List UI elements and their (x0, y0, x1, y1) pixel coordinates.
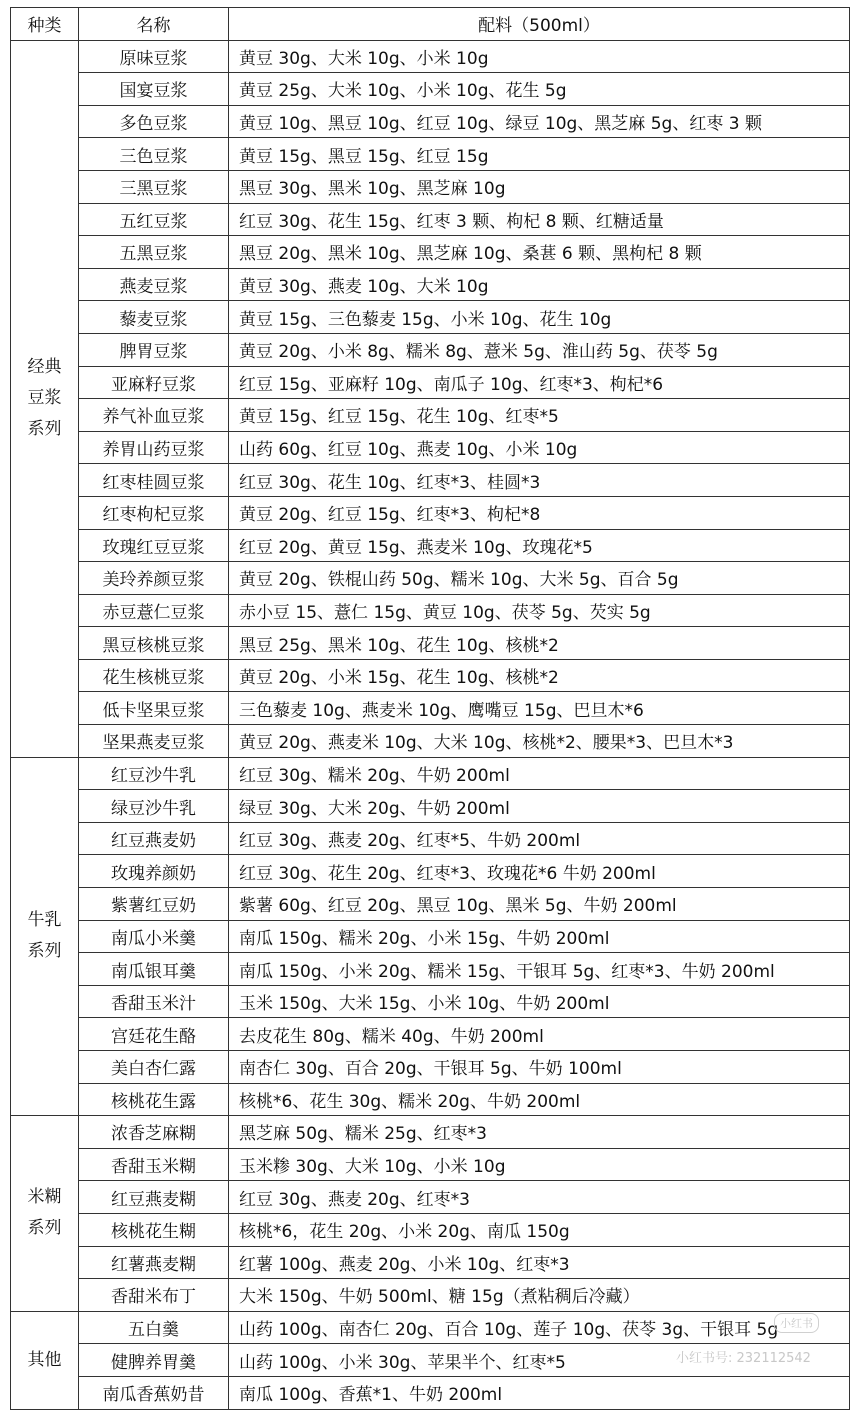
recipe-ingredients: 红豆 30g、燕麦 20g、红枣*5、牛奶 200ml (229, 822, 850, 855)
table-row (11, 431, 850, 464)
table-row (11, 529, 850, 562)
recipe-ingredients: 红豆 30g、燕麦 20g、红枣*3 (229, 1181, 850, 1214)
table-row (11, 1246, 850, 1279)
table-row (11, 464, 850, 497)
recipe-name: 香甜玉米汁 (79, 985, 229, 1018)
recipe-ingredients: 黄豆 15g、红豆 15g、花生 10g、红枣*5 (229, 399, 850, 432)
recipe-ingredients: 黑芝麻 50g、糯米 25g、红枣*3 (229, 1116, 850, 1149)
recipe-ingredients: 黄豆 25g、大米 10g、小米 10g、花生 5g (229, 73, 850, 106)
recipe-name: 南瓜香蕉奶昔 (79, 1376, 229, 1409)
recipe-name: 黑豆核桃豆浆 (79, 627, 229, 660)
recipe-name: 浓香芝麻糊 (79, 1116, 229, 1149)
table-row (11, 1213, 850, 1246)
table-row (11, 333, 850, 366)
recipe-name: 玫瑰红豆豆浆 (79, 529, 229, 562)
table-row (11, 105, 850, 138)
table-row (11, 268, 850, 301)
table-row (11, 203, 850, 236)
recipe-name: 红薯燕麦糊 (79, 1246, 229, 1279)
recipe-ingredients: 山药 60g、红豆 10g、燕麦 10g、小米 10g (229, 431, 850, 464)
table-row (11, 985, 850, 1018)
table-row (11, 855, 850, 888)
recipe-name: 宫廷花生酪 (79, 1018, 229, 1051)
category-cell (11, 1311, 79, 1409)
recipe-ingredients: 核桃*6、花生 30g、糯米 20g、牛奶 200ml (229, 1083, 850, 1116)
recipe-ingredients: 去皮花生 80g、糯米 40g、牛奶 200ml (229, 1018, 850, 1051)
recipe-name: 玫瑰养颜奶 (79, 855, 229, 888)
recipe-name: 绿豆沙牛乳 (79, 790, 229, 823)
recipe-name: 健脾养胃羹 (79, 1344, 229, 1377)
table-row (11, 73, 850, 106)
recipe-ingredients: 红豆 30g、花生 15g、红枣 3 颗、枸杞 8 颗、红糖适量 (229, 203, 850, 236)
recipe-name: 核桃花生糊 (79, 1213, 229, 1246)
table-row (11, 562, 850, 595)
recipe-ingredients: 黄豆 30g、燕麦 10g、大米 10g (229, 268, 850, 301)
recipe-name: 红豆燕麦奶 (79, 822, 229, 855)
recipe-name: 原味豆浆 (79, 40, 229, 73)
recipe-name: 红豆燕麦糊 (79, 1181, 229, 1214)
header-name: 名称 (79, 8, 229, 41)
recipe-ingredients: 黄豆 20g、红豆 15g、红枣*3、枸杞*8 (229, 496, 850, 529)
recipe-name: 坚果燕麦豆浆 (79, 725, 229, 758)
recipe-name: 红豆沙牛乳 (79, 757, 229, 790)
recipe-name: 红枣枸杞豆浆 (79, 496, 229, 529)
recipe-ingredients: 绿豆 30g、大米 20g、牛奶 200ml (229, 790, 850, 823)
recipe-ingredients: 南杏仁 30g、百合 20g、干银耳 5g、牛奶 100ml (229, 1051, 850, 1084)
recipe-name: 燕麦豆浆 (79, 268, 229, 301)
category-label-line: 牛乳 (27, 910, 62, 931)
recipe-name: 五红豆浆 (79, 203, 229, 236)
recipe-name: 藜麦豆浆 (79, 301, 229, 334)
table-row (11, 1279, 850, 1312)
category-label-line: 系列 (27, 941, 62, 962)
recipe-ingredients: 南瓜 150g、小米 20g、糯米 15g、干银耳 5g、红枣*3、牛奶 200ml (229, 953, 850, 986)
recipe-name: 低卡坚果豆浆 (79, 692, 229, 725)
table-row (11, 1116, 850, 1149)
recipe-ingredients: 黑豆 25g、黑米 10g、花生 10g、核桃*2 (229, 627, 850, 660)
category-label-line: 系列 (27, 419, 62, 440)
category-label-line: 豆浆 (27, 388, 62, 409)
table-row (11, 725, 850, 758)
category-label-line: 系列 (27, 1218, 62, 1239)
table-row (11, 888, 850, 921)
recipe-name: 香甜玉米糊 (79, 1148, 229, 1181)
recipe-name: 五黑豆浆 (79, 236, 229, 269)
recipe-name: 国宴豆浆 (79, 73, 229, 106)
recipe-name: 美白杏仁露 (79, 1051, 229, 1084)
table-row (11, 594, 850, 627)
table-row (11, 1311, 850, 1344)
table-row (11, 659, 850, 692)
table-row (11, 301, 850, 334)
recipe-name: 核桃花生露 (79, 1083, 229, 1116)
recipe-ingredients: 黄豆 15g、三色藜麦 15g、小米 10g、花生 10g (229, 301, 850, 334)
recipe-name: 红枣桂圆豆浆 (79, 464, 229, 497)
recipe-ingredients: 玉米 150g、大米 15g、小米 10g、牛奶 200ml (229, 985, 850, 1018)
table-row (11, 138, 850, 171)
recipe-ingredients: 南瓜 150g、糯米 20g、小米 15g、牛奶 200ml (229, 920, 850, 953)
table-row (11, 1148, 850, 1181)
header-ingredients: 配料（500ml） (229, 8, 850, 41)
recipe-ingredients: 大米 150g、牛奶 500ml、糖 15g（煮粘稠后冷藏） (229, 1279, 850, 1312)
recipe-name: 南瓜小米羹 (79, 920, 229, 953)
table-row (11, 496, 850, 529)
watermark-id: 小红书号: 232112542 (676, 1351, 811, 1366)
recipe-ingredients: 黄豆 20g、燕麦米 10g、大米 10g、核桃*2、腰果*3、巴旦木*3 (229, 725, 850, 758)
table-row (11, 953, 850, 986)
recipe-name: 南瓜银耳羹 (79, 953, 229, 986)
table-row (11, 790, 850, 823)
table-row (11, 1181, 850, 1214)
recipe-ingredients: 黄豆 20g、小米 8g、糯米 8g、薏米 5g、淮山药 5g、茯苓 5g (229, 333, 850, 366)
category-cell (11, 1116, 79, 1312)
table-row (11, 1051, 850, 1084)
recipe-name: 多色豆浆 (79, 105, 229, 138)
recipe-ingredients: 红豆 15g、亚麻籽 10g、南瓜子 10g、红枣*3、枸杞*6 (229, 366, 850, 399)
category-cell (11, 40, 79, 757)
recipe-name: 紫薯红豆奶 (79, 888, 229, 921)
recipe-ingredients: 黄豆 20g、小米 15g、花生 10g、核桃*2 (229, 659, 850, 692)
recipe-ingredients: 红豆 30g、花生 10g、红枣*3、桂圆*3 (229, 464, 850, 497)
table-row (11, 1018, 850, 1051)
table-row (11, 40, 850, 73)
recipe-name: 养气补血豆浆 (79, 399, 229, 432)
recipe-name: 养胃山药豆浆 (79, 431, 229, 464)
recipe-name: 花生核桃豆浆 (79, 659, 229, 692)
recipe-name: 美玲养颜豆浆 (79, 562, 229, 595)
table-row (11, 627, 850, 660)
recipe-ingredients: 红豆 20g、黄豆 15g、燕麦米 10g、玫瑰花*5 (229, 529, 850, 562)
recipe-ingredients: 红薯 100g、燕麦 20g、小米 10g、红枣*3 (229, 1246, 850, 1279)
table-row (11, 1376, 850, 1409)
recipe-name: 香甜米布丁 (79, 1279, 229, 1312)
recipe-ingredients: 黄豆 20g、铁棍山药 50g、糯米 10g、大米 5g、百合 5g (229, 562, 850, 595)
recipe-ingredients: 红豆 30g、糯米 20g、牛奶 200ml (229, 757, 850, 790)
category-label-line: 经典 (27, 357, 62, 378)
recipe-table (10, 7, 850, 1410)
category-label-line: 米糊 (27, 1187, 62, 1208)
header-row (11, 8, 850, 41)
table-row (11, 399, 850, 432)
table-row (11, 920, 850, 953)
recipe-name: 五白羹 (79, 1311, 229, 1344)
header-category: 种类 (11, 8, 79, 41)
table-row (11, 170, 850, 203)
recipe-ingredients: 黄豆 15g、黑豆 15g、红豆 15g (229, 138, 850, 171)
recipe-ingredients: 核桃*6，花生 20g、小米 20g、南瓜 150g (229, 1213, 850, 1246)
recipe-ingredients: 黄豆 10g、黑豆 10g、红豆 10g、绿豆 10g、黑芝麻 5g、红枣 3 颗 (229, 105, 850, 138)
recipe-ingredients: 黄豆 30g、大米 10g、小米 10g (229, 40, 850, 73)
category-label-line: 其他 (27, 1349, 62, 1370)
category-cell (11, 757, 79, 1116)
recipe-name: 三黑豆浆 (79, 170, 229, 203)
recipe-ingredients: 黑豆 20g、黑米 10g、黑芝麻 10g、桑葚 6 颗、黑枸杞 8 颗 (229, 236, 850, 269)
recipe-name: 亚麻籽豆浆 (79, 366, 229, 399)
table-row (11, 757, 850, 790)
recipe-ingredients: 红豆 30g、花生 20g、红枣*3、玫瑰花*6 牛奶 200ml (229, 855, 850, 888)
table-row (11, 822, 850, 855)
table-row (11, 692, 850, 725)
recipe-ingredients: 山药 100g、南杏仁 20g、百合 10g、莲子 10g、茯苓 3g、干银耳 5g (229, 1311, 850, 1344)
table-row (11, 366, 850, 399)
recipe-ingredients: 赤小豆 15、薏仁 15g、黄豆 10g、茯苓 5g、芡实 5g (229, 594, 850, 627)
table-row (11, 1083, 850, 1116)
recipe-name: 脾胃豆浆 (79, 333, 229, 366)
recipe-ingredients: 紫薯 60g、红豆 20g、黑豆 10g、黑米 5g、牛奶 200ml (229, 888, 850, 921)
recipe-name: 赤豆薏仁豆浆 (79, 594, 229, 627)
recipe-name: 三色豆浆 (79, 138, 229, 171)
table-body (11, 40, 850, 1409)
recipe-ingredients: 玉米糁 30g、大米 10g、小米 10g (229, 1148, 850, 1181)
recipe-ingredients: 南瓜 100g、香蕉*1、牛奶 200ml (229, 1376, 850, 1409)
recipe-ingredients: 山药 100g、小米 30g、苹果半个、红枣*5 (229, 1344, 850, 1377)
recipe-ingredients: 三色藜麦 10g、燕麦米 10g、鹰嘴豆 15g、巴旦木*6 (229, 692, 850, 725)
table-row (11, 236, 850, 269)
watermark-badge: 小红书 (774, 1313, 819, 1333)
recipe-ingredients: 黑豆 30g、黑米 10g、黑芝麻 10g (229, 170, 850, 203)
